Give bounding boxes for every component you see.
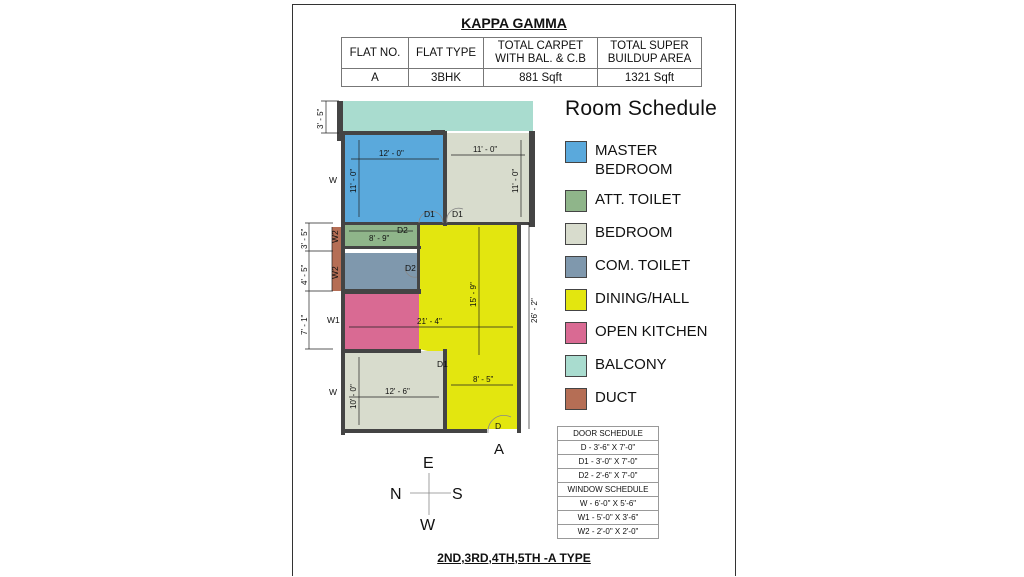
dim-label: 7' - 1" [300, 314, 309, 335]
door-label: D [495, 421, 502, 431]
open-kitchen [345, 294, 419, 349]
floor-plan [293, 5, 737, 577]
wall [443, 429, 487, 433]
dim-label: 10' - 0" [349, 384, 358, 409]
compass-south-label: S [452, 486, 463, 503]
wall [341, 349, 421, 353]
dim-label: 8' - 9" [369, 234, 390, 243]
door-label: D1 [437, 359, 448, 369]
wall [443, 131, 447, 226]
window-schedule-row: W - 6'-0" X 5'-6" [558, 497, 659, 511]
dim-label: 12' - 6" [385, 387, 410, 396]
window-label: W1 [327, 315, 340, 325]
compass-north-label: N [390, 486, 402, 503]
wall [341, 429, 447, 433]
drawing-sheet [292, 4, 736, 576]
legend-label: BALCONY [595, 356, 667, 373]
legend-title: Room Schedule [565, 97, 718, 120]
dim-label: 11' - 0" [511, 168, 520, 193]
wall [529, 131, 535, 227]
project-title: KAPPA GAMMA [461, 15, 567, 31]
wall [517, 223, 521, 433]
window-schedule-row: W1 - 5'-0" X 3'-6" [558, 511, 659, 525]
wall [337, 131, 447, 135]
door-schedule-row: D - 3'-6" X 7'-0" [558, 441, 659, 455]
door-label: D1 [452, 209, 463, 219]
cell-flat-no: A [342, 69, 409, 87]
legend-label: MASTER BEDROOM [595, 142, 673, 178]
wall [417, 223, 420, 291]
dim-label: 3' - 5" [300, 228, 309, 249]
door-label: D2 [405, 263, 416, 273]
dim-label: 4' - 5" [300, 264, 309, 285]
legend-label: ATT. TOILET [595, 191, 681, 208]
legend-label: COM. TOILET [595, 257, 691, 274]
dim-label: 11' - 0" [349, 168, 358, 193]
window-schedule-title: WINDOW SCHEDULE [558, 483, 659, 497]
header-flat-type: FLAT TYPE [409, 38, 484, 69]
cell-total-super: 1321 Sqft [598, 69, 702, 87]
compass-west-label: W [420, 517, 436, 534]
dim-label: 21' - 4" [417, 317, 442, 326]
window-label: W2 [330, 266, 340, 279]
legend-label: DINING/HALL [595, 290, 690, 307]
legend-label: DUCT [595, 389, 637, 406]
door-label: D2 [397, 225, 408, 235]
cell-flat-type: 3BHK [409, 69, 484, 87]
door-schedule-row: D2 - 2'-6" X 7'-0" [558, 469, 659, 483]
header-total-carpet: TOTAL CARPET WITH BAL. & C.B [484, 38, 598, 69]
compass-east-label: E [423, 455, 434, 472]
wall [341, 225, 345, 435]
door-schedule-title: DOOR SCHEDULE [558, 427, 659, 441]
plan-footer-title: 2ND,3RD,4TH,5TH -A TYPE [437, 551, 591, 565]
balcony-right [445, 101, 533, 131]
wall [341, 222, 531, 225]
wall [431, 130, 445, 135]
wall [341, 135, 345, 225]
dim-label: 12' - 0" [379, 149, 404, 158]
wall [341, 289, 421, 294]
dim-label: 3' - 5" [316, 108, 325, 129]
window-label: W2 [330, 230, 340, 243]
legend-label: BEDROOM [595, 224, 673, 241]
door-label: D1 [424, 209, 435, 219]
balcony-left [341, 101, 445, 131]
dim-label: 15' - 9" [469, 282, 478, 307]
header-flat-no: FLAT NO. [342, 38, 409, 69]
window-schedule-row: W2 - 2'-0" X 2'-0" [558, 525, 659, 539]
cell-total-carpet: 881 Sqft [484, 69, 598, 87]
door-schedule-row: D1 - 3'-0" X 7'-0" [558, 455, 659, 469]
window-label: W [329, 175, 338, 185]
dim-label: 26' - 2" [530, 298, 539, 323]
compass-rose [410, 473, 451, 515]
entry-label: A [494, 441, 505, 458]
dim-label: 11' - 0" [473, 145, 498, 154]
header-total-super: TOTAL SUPER BUILDUP AREA [598, 38, 702, 69]
dim-label: 8' - 5" [473, 375, 494, 384]
wall [341, 246, 421, 249]
legend-label: OPEN KITCHEN [595, 323, 708, 340]
window-label: W [329, 387, 338, 397]
